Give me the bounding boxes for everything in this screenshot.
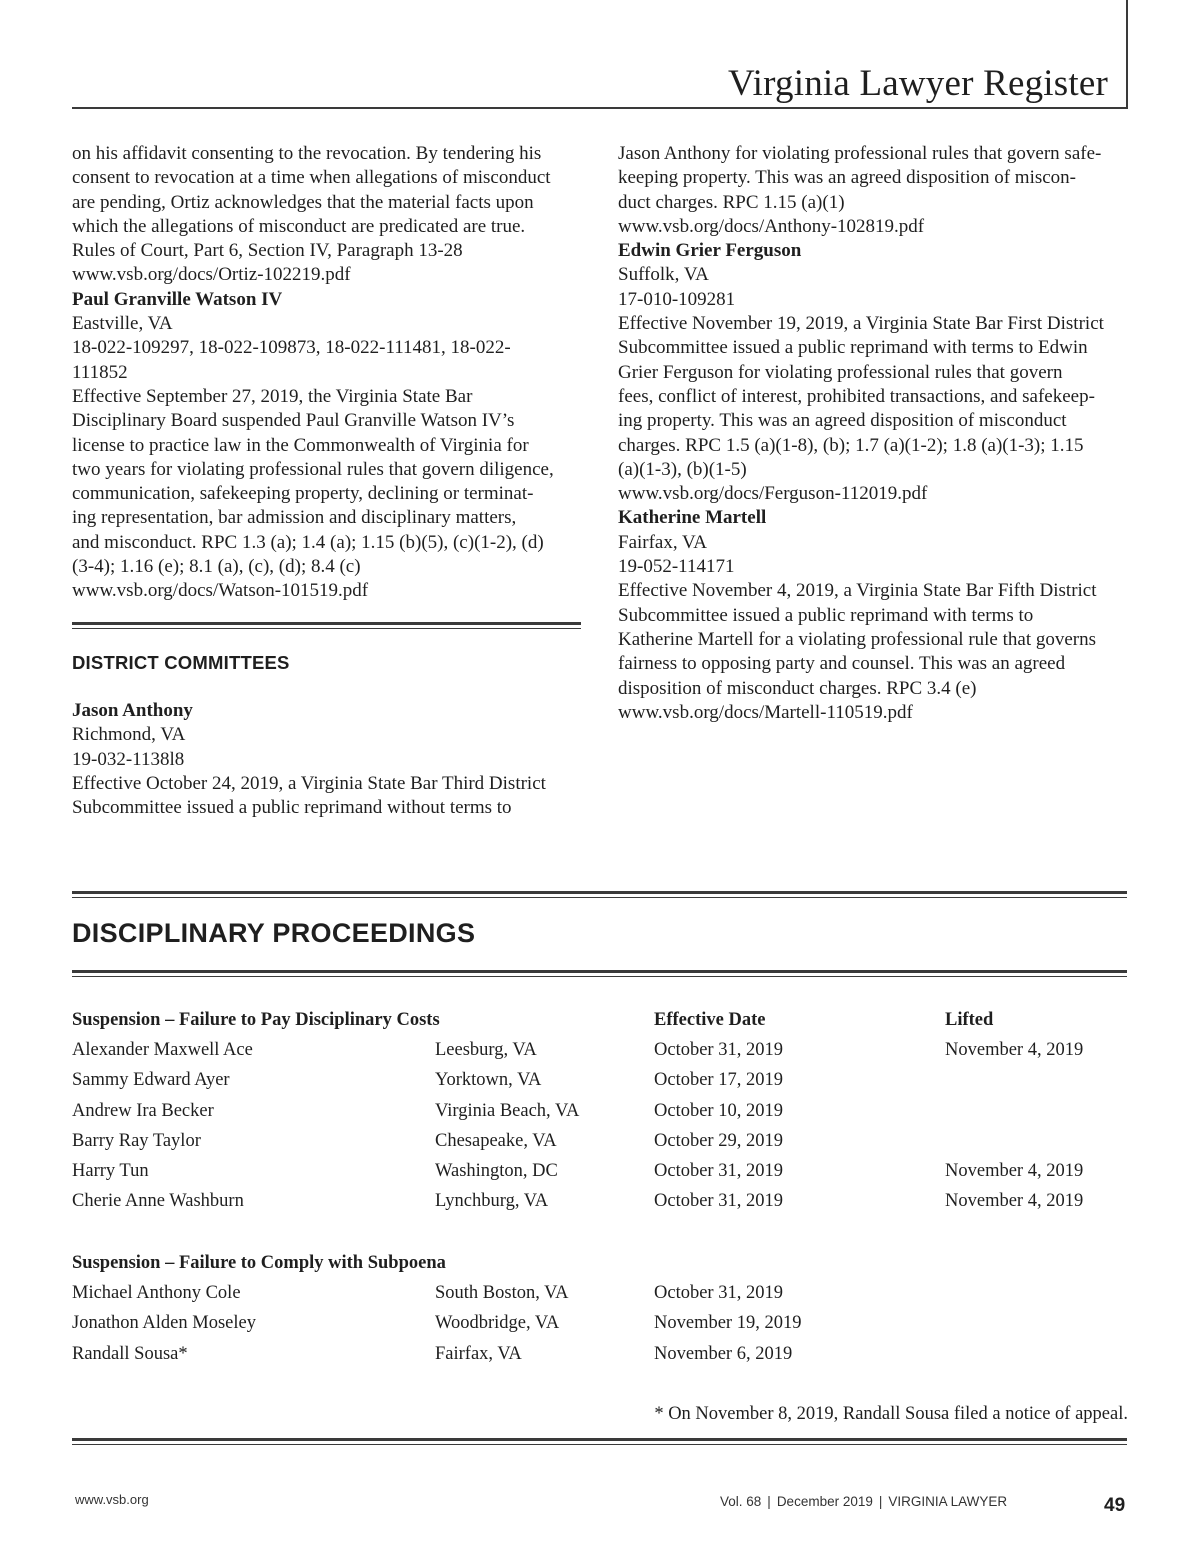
- table-cell: November 6, 2019: [654, 1343, 793, 1364]
- text-line: fairness to opposing party and counsel. This was an agreed: [618, 653, 1066, 675]
- table-cell: October 31, 2019: [654, 1191, 783, 1212]
- martell-entry: [618, 506, 1130, 725]
- text-line: Disciplinary Board suspended Paul Granville Watson IV’s: [72, 410, 515, 432]
- entry-name: Katherine Martell: [618, 507, 767, 529]
- text-line: are pending, Ortiz acknowledges that the material facts upon: [72, 191, 534, 213]
- table-cell: Michael Anthony Cole: [72, 1283, 241, 1304]
- text-line: duct charges. RPC 1.15 (a)(1): [618, 191, 845, 213]
- footer-website-link[interactable]: www.vsb.org: [75, 1492, 149, 1507]
- table-cell: Harry Tun: [72, 1160, 149, 1181]
- ferguson-link[interactable]: www.vsb.org/docs/Ferguson-112019.pdf: [618, 483, 928, 505]
- table-row: [72, 1070, 1128, 1100]
- text-line: Subcommittee issued a public reprimand with terms to Edwin: [618, 337, 1088, 359]
- table-row: [72, 1283, 1128, 1313]
- entry-case-number: 17-010-109281: [618, 288, 736, 310]
- table-row: [72, 1191, 1128, 1221]
- anthony-link[interactable]: www.vsb.org/docs/Anthony-102819.pdf: [618, 215, 925, 237]
- failure-to-comply-table: [72, 1253, 1128, 1374]
- table-cell: Chesapeake, VA: [435, 1130, 557, 1151]
- table-header: Suspension – Failure to Comply with Subpoena: [72, 1253, 446, 1273]
- anthony-entry: [72, 699, 584, 820]
- failure-to-pay-table: [72, 1010, 1128, 1221]
- text-line: license to practice law in the Commonwealth of Virginia for: [72, 434, 529, 456]
- table-row: [72, 1101, 1128, 1131]
- section-divider: [72, 1438, 1127, 1445]
- table-cell: Leesburg, VA: [435, 1040, 537, 1061]
- page-header-title: Virginia Lawyer Register: [727, 63, 1108, 104]
- table-cell: October 17, 2019: [654, 1070, 783, 1091]
- entry-name: Jason Anthony: [72, 699, 193, 721]
- text-line: Subcommittee issued a public reprimand with terms to: [618, 604, 1034, 626]
- entry-city: Fairfax, VA: [618, 531, 708, 553]
- header-vertical-rule: [1126, 0, 1128, 108]
- watson-link[interactable]: www.vsb.org/docs/Watson-101519.pdf: [72, 580, 369, 602]
- table-header: Effective Date: [654, 1010, 766, 1030]
- footer-issue-info: [720, 1494, 1007, 1509]
- anthony-continuation: [618, 142, 1130, 239]
- table-cell: Randall Sousa*: [72, 1343, 188, 1364]
- table-cell: October 10, 2019: [654, 1100, 783, 1121]
- table-row: [72, 1040, 1128, 1070]
- table-cell: October 31, 2019: [654, 1160, 783, 1181]
- table-cell: November 4, 2019: [945, 1191, 1084, 1212]
- text-line: Grier Ferguson for violating professional rules that govern: [618, 361, 1063, 383]
- text-line: (a)(1-3), (b)(1-5): [618, 458, 747, 480]
- entry-case-number: 19-032-1138l8: [72, 748, 185, 770]
- right-column: [618, 142, 1130, 725]
- table-row: [72, 1161, 1128, 1191]
- entry-case-number: 19-052-114171: [618, 556, 735, 578]
- entry-city: Eastville, VA: [72, 313, 173, 335]
- table-header-row: [72, 1010, 1128, 1040]
- table-cell: Andrew Ira Becker: [72, 1100, 214, 1121]
- table-cell: Cherie Anne Washburn: [72, 1191, 244, 1212]
- footer-separator: |: [767, 1494, 771, 1509]
- table-cell: Fairfax, VA: [435, 1343, 522, 1364]
- entry-name: Paul Granville Watson IV: [72, 288, 283, 310]
- table-cell: November 4, 2019: [945, 1160, 1084, 1181]
- table-row: [72, 1313, 1128, 1343]
- text-line: two years for violating professional rules that govern diligence,: [72, 458, 554, 480]
- footer-publication: VIRGINIA LAWYER: [888, 1494, 1008, 1509]
- table-header-row: [72, 1253, 1128, 1283]
- table-cell: Alexander Maxwell Ace: [72, 1040, 253, 1061]
- text-line: Effective November 4, 2019, a Virginia State Bar Fifth District: [618, 580, 1097, 602]
- ortiz-link[interactable]: www.vsb.org/docs/Ortiz-102219.pdf: [72, 264, 351, 286]
- entry-case-number: 18-022-109297, 18-022-109873, 18-022-111481, 18-022-: [72, 337, 511, 359]
- table-cell: October 29, 2019: [654, 1130, 783, 1151]
- disciplinary-proceedings-heading: DISCIPLINARY PROCEEDINGS: [72, 918, 476, 948]
- text-line: (3-4); 1.16 (e); 8.1 (a), (c), (d); 8.4 (c): [72, 556, 361, 578]
- text-line: Katherine Martell for a violating professional rule that governs: [618, 628, 1097, 650]
- table-cell: October 31, 2019: [654, 1040, 783, 1061]
- text-line: communication, safekeeping property, declining or terminat-: [72, 483, 534, 505]
- page-number: 49: [1104, 1495, 1126, 1516]
- footer-separator: |: [878, 1494, 883, 1509]
- text-line: which the allegations of misconduct are predicated are true.: [72, 215, 526, 237]
- entry-city: Richmond, VA: [72, 724, 186, 746]
- text-line: Effective October 24, 2019, a Virginia State Bar Third District: [72, 772, 546, 794]
- table-cell: Washington, DC: [435, 1160, 558, 1181]
- section-divider: [72, 622, 581, 629]
- text-line: ing representation, bar admission and disciplinary matters,: [72, 507, 517, 529]
- watson-entry: [72, 288, 584, 604]
- table-cell: Barry Ray Taylor: [72, 1130, 201, 1151]
- table-cell: October 31, 2019: [654, 1283, 783, 1304]
- section-divider: [72, 891, 1127, 898]
- ortiz-continuation: [72, 142, 584, 288]
- table-cell: Woodbridge, VA: [435, 1313, 560, 1334]
- entry-name: Edwin Grier Ferguson: [618, 240, 802, 262]
- text-line: Rules of Court, Part 6, Section IV, Paragraph 13-28: [72, 240, 463, 262]
- text-line: charges. RPC 1.5 (a)(1-8), (b); 1.7 (a)(1-2); 1.8 (a)(1-3); 1.15: [618, 434, 1084, 456]
- text-line: and misconduct. RPC 1.3 (a); 1.4 (a); 1.15 (b)(5), (c)(1-2), (d): [72, 531, 544, 553]
- table-cell: Virginia Beach, VA: [435, 1100, 580, 1121]
- table-cell: Yorktown, VA: [435, 1070, 542, 1091]
- text-line: keeping property. This was an agreed disposition of miscon-: [618, 167, 1077, 189]
- entry-city: Suffolk, VA: [618, 264, 709, 286]
- text-line: consent to revocation at a time when allegations of misconduct: [72, 167, 551, 189]
- entry-case-number: 111852: [72, 361, 128, 383]
- table-header: Suspension – Failure to Pay Disciplinary Costs: [72, 1010, 440, 1030]
- martell-link[interactable]: www.vsb.org/docs/Martell-110519.pdf: [618, 701, 913, 723]
- table-cell: Sammy Edward Ayer: [72, 1070, 230, 1091]
- table-cell: November 4, 2019: [945, 1040, 1084, 1061]
- table-cell: November 19, 2019: [654, 1313, 802, 1334]
- table-cell: Lynchburg, VA: [435, 1191, 549, 1212]
- text-line: Effective November 19, 2019, a Virginia State Bar First District: [618, 313, 1104, 335]
- table-row: [72, 1344, 1128, 1374]
- text-line: Jason Anthony for violating professional rules that govern safe-: [618, 143, 1102, 164]
- table-row: [72, 1131, 1128, 1161]
- table-cell: South Boston, VA: [435, 1283, 569, 1304]
- footer-date: December 2019: [776, 1494, 873, 1509]
- footer-volume: Vol. 68: [720, 1494, 762, 1509]
- text-line: disposition of misconduct charges. RPC 3.4 (e): [618, 677, 977, 699]
- text-line: Effective September 27, 2019, the Virginia State Bar: [72, 385, 473, 407]
- ferguson-entry: [618, 239, 1130, 506]
- text-line: fees, conflict of interest, prohibited transactions, and safekeep-: [618, 385, 1095, 407]
- table-header: Lifted: [945, 1010, 994, 1030]
- header-horizontal-rule: [72, 107, 1128, 109]
- text-line: on his affidavit consenting to the revocation. By tendering his: [72, 143, 542, 164]
- appeal-footnote: * On November 8, 2019, Randall Sousa filed a notice of appeal.: [654, 1404, 1128, 1424]
- text-line: ing property. This was an agreed disposition of misconduct: [618, 410, 1067, 432]
- section-divider: [72, 970, 1127, 977]
- text-line: Subcommittee issued a public reprimand without terms to: [72, 797, 512, 819]
- table-cell: Jonathon Alden Moseley: [72, 1313, 256, 1334]
- district-committees-heading: DISTRICT COMMITTEES: [72, 651, 290, 673]
- left-column: [72, 142, 584, 820]
